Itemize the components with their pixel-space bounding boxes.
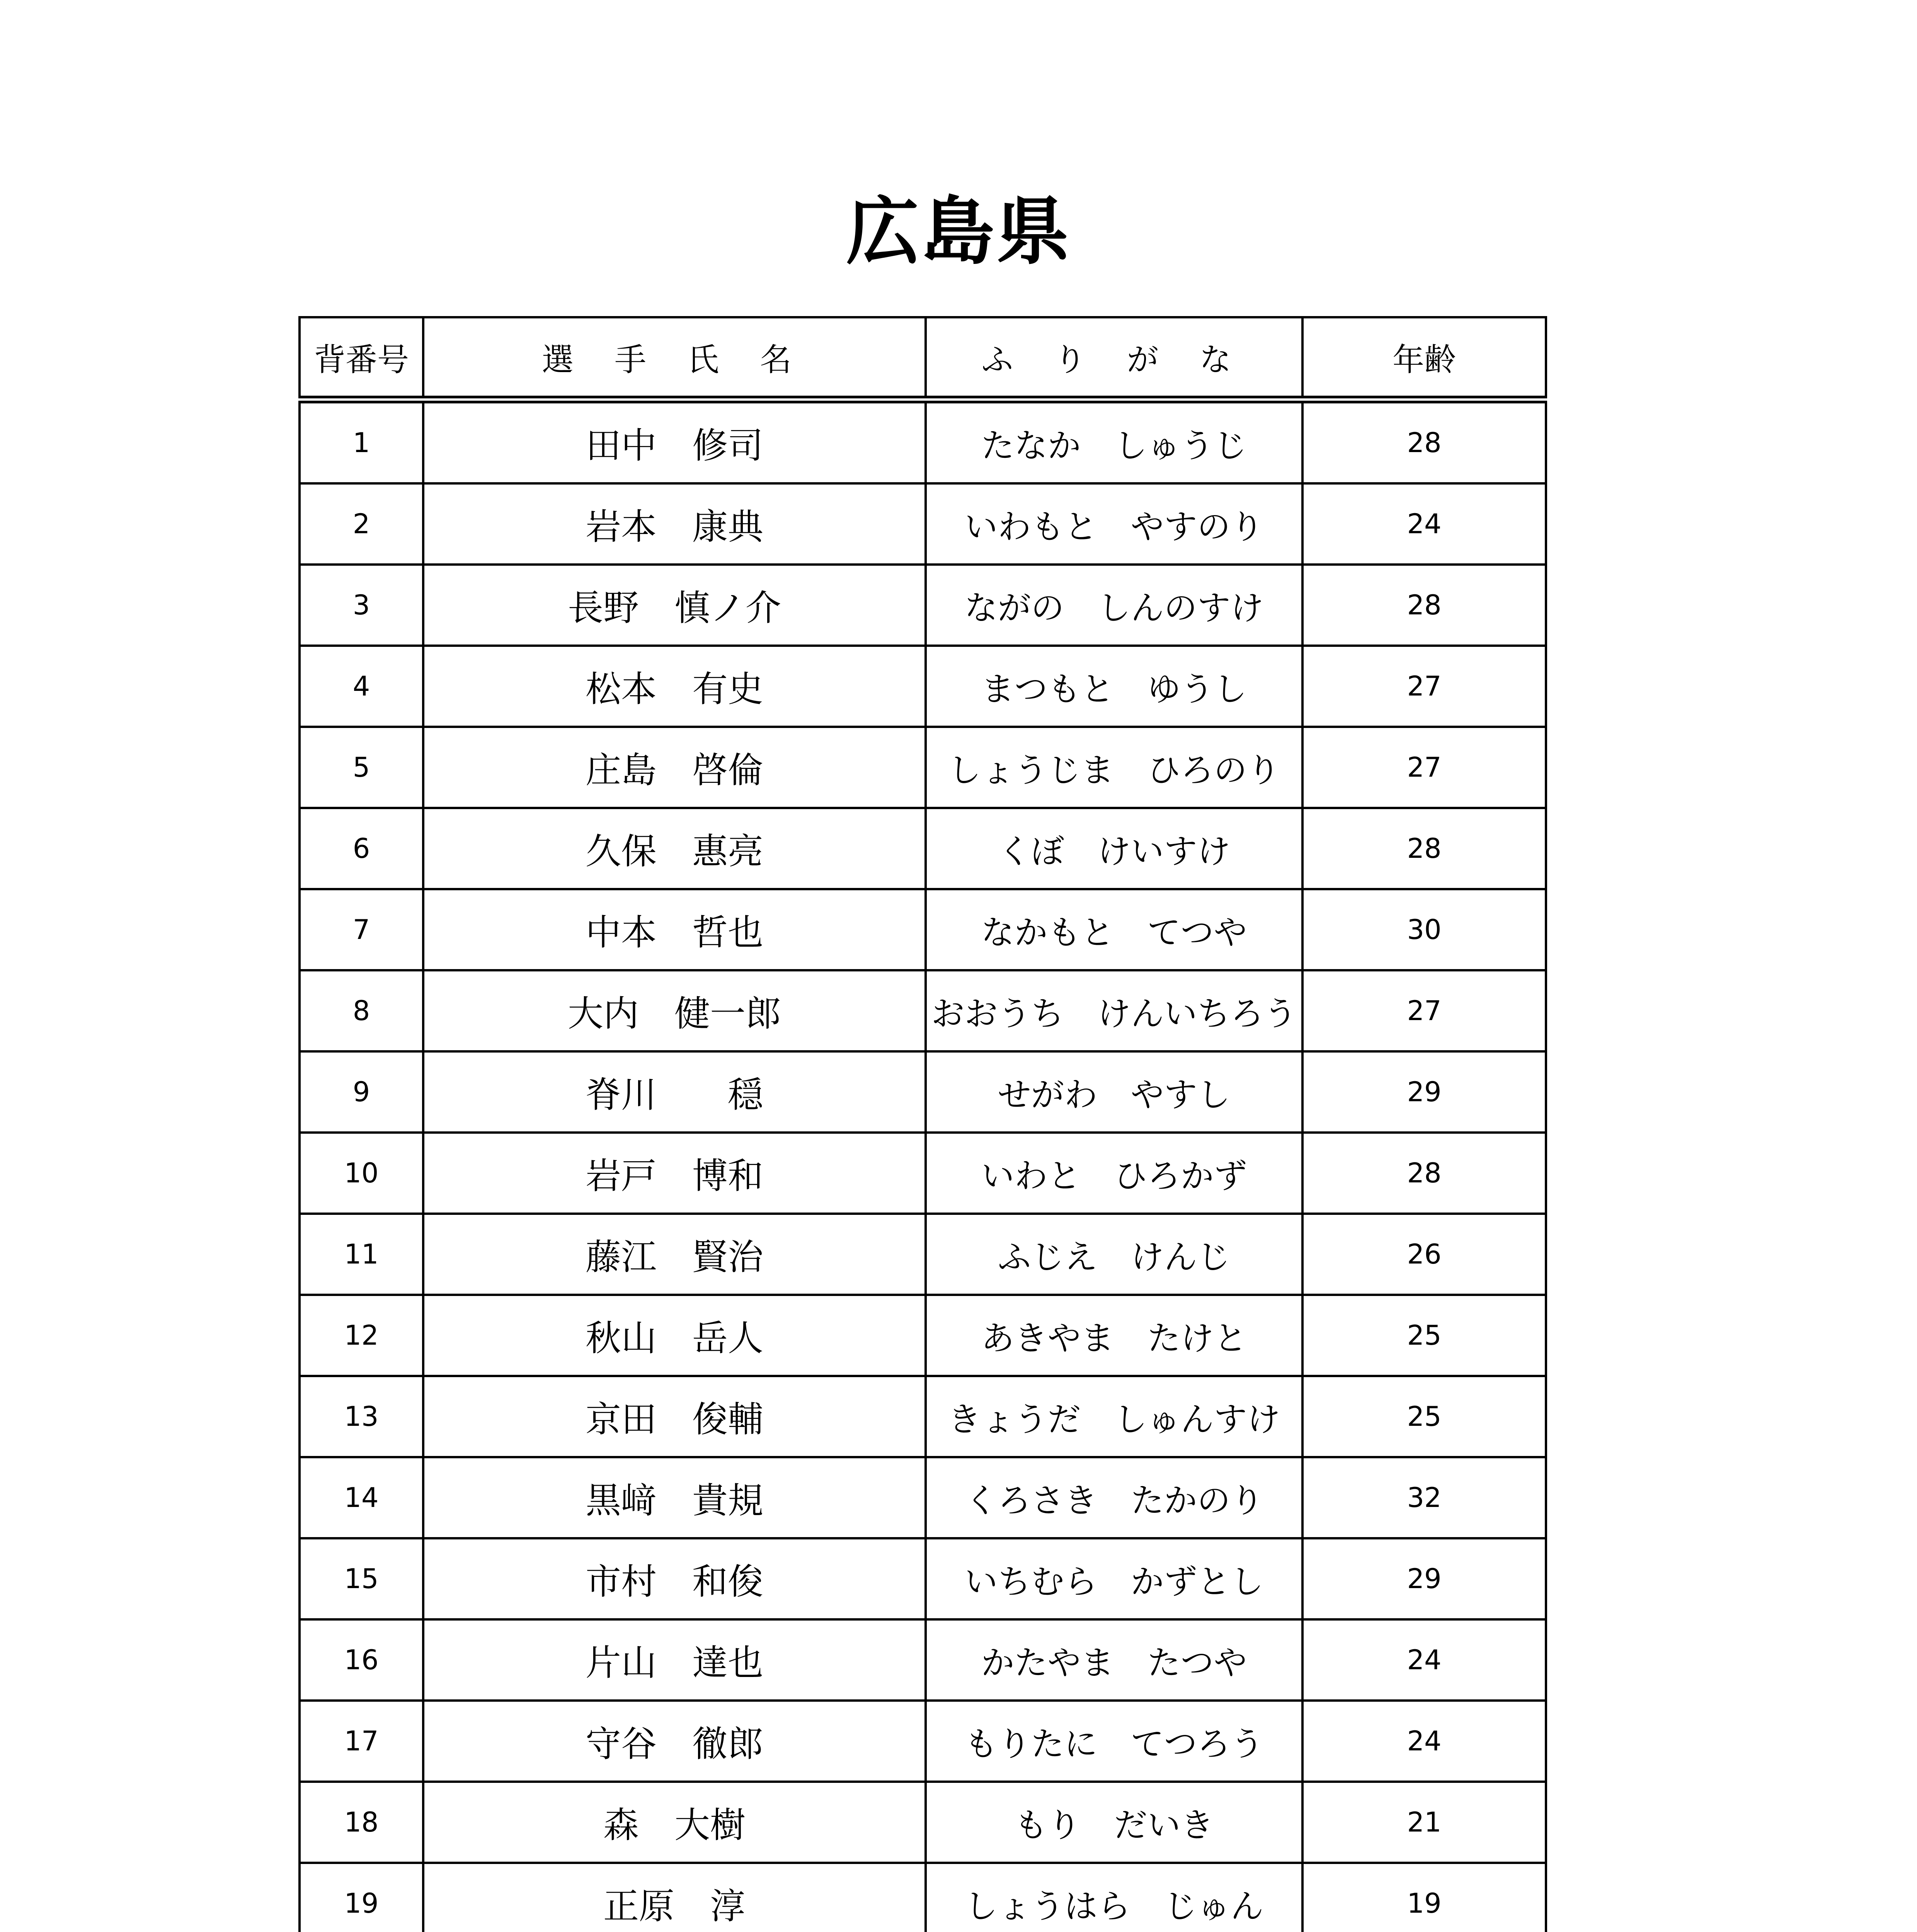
cell-number: 15	[300, 1538, 423, 1619]
cell-furigana: せがわ やすし	[926, 1051, 1302, 1133]
cell-player-name: 森 大樹	[423, 1782, 926, 1863]
cell-number: 12	[300, 1295, 423, 1376]
cell-player-name: 長野 慎ノ介	[423, 565, 926, 646]
cell-age: 28	[1302, 400, 1546, 483]
cell-number: 2	[300, 483, 423, 565]
cell-number: 1	[300, 400, 423, 483]
cell-furigana: いわもと やすのり	[926, 483, 1302, 565]
table-row	[300, 889, 1546, 970]
page-title: 広島県	[846, 189, 1071, 274]
cell-age: 27	[1302, 970, 1546, 1051]
column-header-number: 背番号	[300, 317, 423, 400]
cell-age: 21	[1302, 1782, 1546, 1863]
cell-player-name: 黒﨑 貴規	[423, 1457, 926, 1538]
cell-number: 10	[300, 1133, 423, 1214]
cell-furigana: ながの しんのすけ	[926, 565, 1302, 646]
table-row	[300, 1376, 1546, 1457]
cell-furigana: もりたに てつろう	[926, 1701, 1302, 1782]
cell-furigana: なかもと てつや	[926, 889, 1302, 970]
cell-player-name: 守谷 徹郎	[423, 1701, 926, 1782]
table-row	[300, 1863, 1546, 1932]
table-row	[300, 1295, 1546, 1376]
cell-player-name: 市村 和俊	[423, 1538, 926, 1619]
cell-age: 24	[1302, 483, 1546, 565]
cell-player-name: 京田 俊輔	[423, 1376, 926, 1457]
cell-furigana: あきやま たけと	[926, 1295, 1302, 1376]
cell-furigana: おおうち けんいちろう	[926, 970, 1302, 1051]
cell-furigana: きょうだ しゅんすけ	[926, 1376, 1302, 1457]
table-row	[300, 970, 1546, 1051]
cell-age: 29	[1302, 1051, 1546, 1133]
column-header-age: 年齢	[1302, 317, 1546, 400]
cell-player-name: 脊川 穏	[423, 1051, 926, 1133]
table-row	[300, 1619, 1546, 1701]
cell-number: 7	[300, 889, 423, 970]
cell-furigana: いちむら かずとし	[926, 1538, 1302, 1619]
cell-number: 5	[300, 727, 423, 808]
table-row	[300, 400, 1546, 483]
cell-number: 16	[300, 1619, 423, 1701]
cell-number: 11	[300, 1214, 423, 1295]
table-row	[300, 646, 1546, 727]
cell-furigana: しょうじま ひろのり	[926, 727, 1302, 808]
cell-age: 32	[1302, 1457, 1546, 1538]
cell-player-name: 岩戸 博和	[423, 1133, 926, 1214]
table-row	[300, 1457, 1546, 1538]
cell-furigana: ふじえ けんじ	[926, 1214, 1302, 1295]
cell-player-name: 正原 淳	[423, 1863, 926, 1932]
cell-age: 19	[1302, 1863, 1546, 1932]
table-row	[300, 1782, 1546, 1863]
cell-player-name: 藤江 賢治	[423, 1214, 926, 1295]
cell-player-name: 岩本 康典	[423, 483, 926, 565]
table-row	[300, 483, 1546, 565]
cell-furigana: くぼ けいすけ	[926, 808, 1302, 889]
player-roster-table	[298, 316, 1547, 1932]
cell-number: 19	[300, 1863, 423, 1932]
cell-player-name: 中本 哲也	[423, 889, 926, 970]
table-row	[300, 565, 1546, 646]
cell-furigana: しょうはら じゅん	[926, 1863, 1302, 1932]
table-row	[300, 808, 1546, 889]
table-row	[300, 1051, 1546, 1133]
cell-age: 27	[1302, 646, 1546, 727]
cell-number: 18	[300, 1782, 423, 1863]
table-row	[300, 727, 1546, 808]
cell-age: 30	[1302, 889, 1546, 970]
cell-number: 6	[300, 808, 423, 889]
cell-age: 24	[1302, 1619, 1546, 1701]
cell-age: 28	[1302, 808, 1546, 889]
cell-age: 28	[1302, 565, 1546, 646]
cell-furigana: もり だいき	[926, 1782, 1302, 1863]
cell-player-name: 松本 有史	[423, 646, 926, 727]
cell-number: 17	[300, 1701, 423, 1782]
cell-player-name: 田中 修司	[423, 400, 926, 483]
cell-number: 4	[300, 646, 423, 727]
column-header-furigana: ふ り が な	[926, 317, 1302, 400]
cell-player-name: 大内 健一郎	[423, 970, 926, 1051]
cell-age: 28	[1302, 1133, 1546, 1214]
cell-number: 14	[300, 1457, 423, 1538]
cell-player-name: 秋山 岳人	[423, 1295, 926, 1376]
table-row	[300, 1701, 1546, 1782]
cell-number: 8	[300, 970, 423, 1051]
cell-furigana: くろさき たかのり	[926, 1457, 1302, 1538]
cell-age: 29	[1302, 1538, 1546, 1619]
cell-player-name: 庄島 啓倫	[423, 727, 926, 808]
cell-age: 26	[1302, 1214, 1546, 1295]
cell-furigana: いわと ひろかず	[926, 1133, 1302, 1214]
table-body	[300, 400, 1546, 1932]
cell-player-name: 久保 惠亮	[423, 808, 926, 889]
table-row	[300, 1538, 1546, 1619]
column-header-name: 選 手 氏 名	[423, 317, 926, 400]
cell-age: 27	[1302, 727, 1546, 808]
cell-furigana: かたやま たつや	[926, 1619, 1302, 1701]
cell-number: 3	[300, 565, 423, 646]
cell-number: 9	[300, 1051, 423, 1133]
cell-age: 24	[1302, 1701, 1546, 1782]
cell-number: 13	[300, 1376, 423, 1457]
cell-age: 25	[1302, 1376, 1546, 1457]
cell-player-name: 片山 達也	[423, 1619, 926, 1701]
table-header-row	[300, 317, 1546, 400]
cell-age: 25	[1302, 1295, 1546, 1376]
cell-furigana: たなか しゅうじ	[926, 400, 1302, 483]
table-row	[300, 1214, 1546, 1295]
table-row	[300, 1133, 1546, 1214]
cell-furigana: まつもと ゆうし	[926, 646, 1302, 727]
